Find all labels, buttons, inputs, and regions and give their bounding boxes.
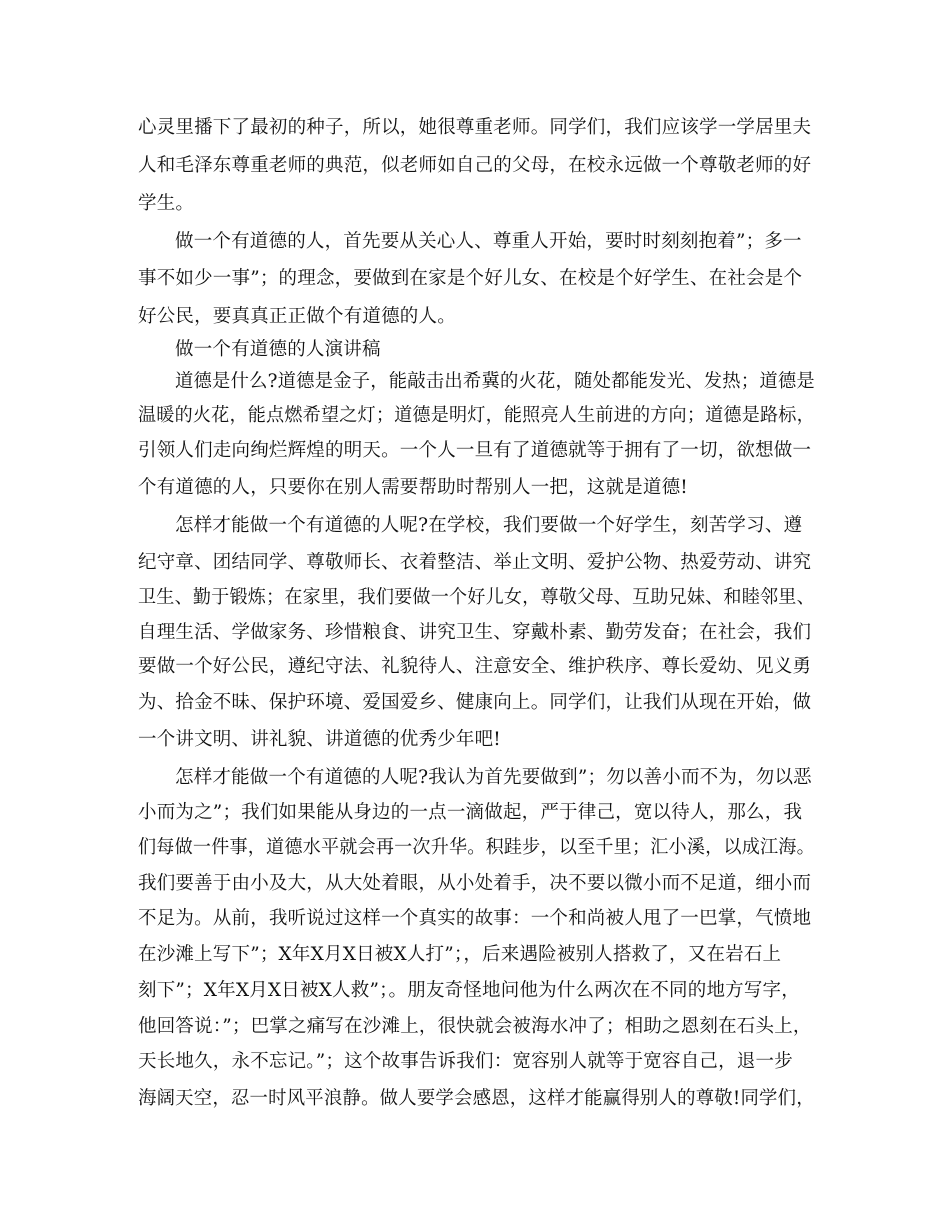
text-line: 他回答说：”；巴掌之痛写在沙滩上，很快就会被海水冲了；相助之恩刻在石头上， [138, 1016, 812, 1037]
text-line: 卫生、勤于锻炼；在家里，我们要做一个好儿女，尊敬父母、互助兄妹、和睦邻里、 [138, 587, 815, 608]
text-line: 好公民，要真真正正做个有道德的人。 [138, 306, 456, 327]
text-line: 事不如少一事”；的理念，要做到在家是个好儿女、在校是个好学生、在社会是个 [138, 268, 803, 289]
text-line: 不足为。从前，我听说过这样一个真实的故事：一个和尚被人甩了一巴掌，气愤地 [138, 908, 812, 929]
text-line: 小而为之”；我们如果能从身边的一点一滴做起，严于律己，宽以待人，那么，我 [138, 802, 803, 823]
text-line: 心灵里播下了最初的种子，所以，她很尊重老师。同学们，我们应该学一学居里夫 [138, 117, 812, 138]
paragraph-start-line: 做一个有道德的人，首先要从关心人、尊重人开始，要时时刻刻抱着”；多一 [175, 231, 802, 252]
text-line: 在沙滩上写下”；X年X月X日被X人打”；，后来遇险被别人搭救了，又在岩石上 [138, 944, 782, 965]
text-line: 引领人们走向绚烂辉煌的明天。一个人一旦有了道德就等于拥有了一切，欲想做一 [138, 440, 812, 461]
paragraph-start-line: 怎样才能做一个有道德的人呢?在学校，我们要做一个好学生，刻苦学习、遵 [175, 515, 803, 536]
text-line: 个有道德的人，只要你在别人需要帮助时帮别人一把，这就是道德! [138, 477, 688, 498]
text-line: 纪守章、团结同学、尊敬师长、衣着整洁、举止文明、爱护公物、热爱劳动、讲究 [138, 552, 812, 573]
text-line: 要做一个好公民，遵纪守法、礼貌待人、注意安全、维护秩序、尊长爱幼、见义勇 [138, 656, 812, 677]
text-line: 我们要善于由小及大，从大处着眼，从小处着手，决不要以微小而不足道，细小而 [138, 873, 812, 894]
text-line: 天长地久，永不忘记。”；这个故事告诉我们：宽容别人就等于宽容自己，退一步 [138, 1051, 793, 1072]
text-line: 学生。 [138, 193, 195, 214]
section-heading: 做一个有道德的人演讲稿 [175, 339, 381, 360]
text-line: 一个讲文明、讲礼貌、讲道德的优秀少年吧! [138, 729, 501, 750]
paragraph-start-line: 怎样才能做一个有道德的人呢?我认为首先要做到”；勿以善小而不为，勿以恶 [175, 767, 812, 788]
text-line: 为、拾金不昧、保护环境、爱国爱乡、健康向上。同学们，让我们从现在开始，做 [138, 692, 812, 713]
text-line: 们每做一件事，道德水平就会再一次升华。积跬步，以至千里；汇小溪，以成江海。 [138, 837, 815, 858]
text-line: 海阔天空，忍一时风平浪静。做人要学会感恩，这样才能赢得别人的尊敬!同学们， [138, 1088, 815, 1109]
text-line: 温暖的火花，能点燃希望之灯；道德是明灯，能照亮人生前进的方向；道德是路标， [138, 405, 815, 426]
text-line: 人和毛泽东尊重老师的典范，似老师如自己的父母，在校永远做一个尊敬老师的好 [138, 155, 812, 176]
paragraph-start-line: 道德是什么?道德是金子，能敲击出希冀的火花，随处都能发光、发热；道德是 [175, 371, 815, 392]
text-line: 自理生活、学做家务、珍惜粮食、讲究卫生、穿戴朴素、勤劳发奋；在社会，我们 [138, 622, 812, 643]
text-line: 刻下”；X年X月X日被X人救”；。朋友奇怪地问他为什么两次在不同的地方写字， [138, 980, 800, 1001]
